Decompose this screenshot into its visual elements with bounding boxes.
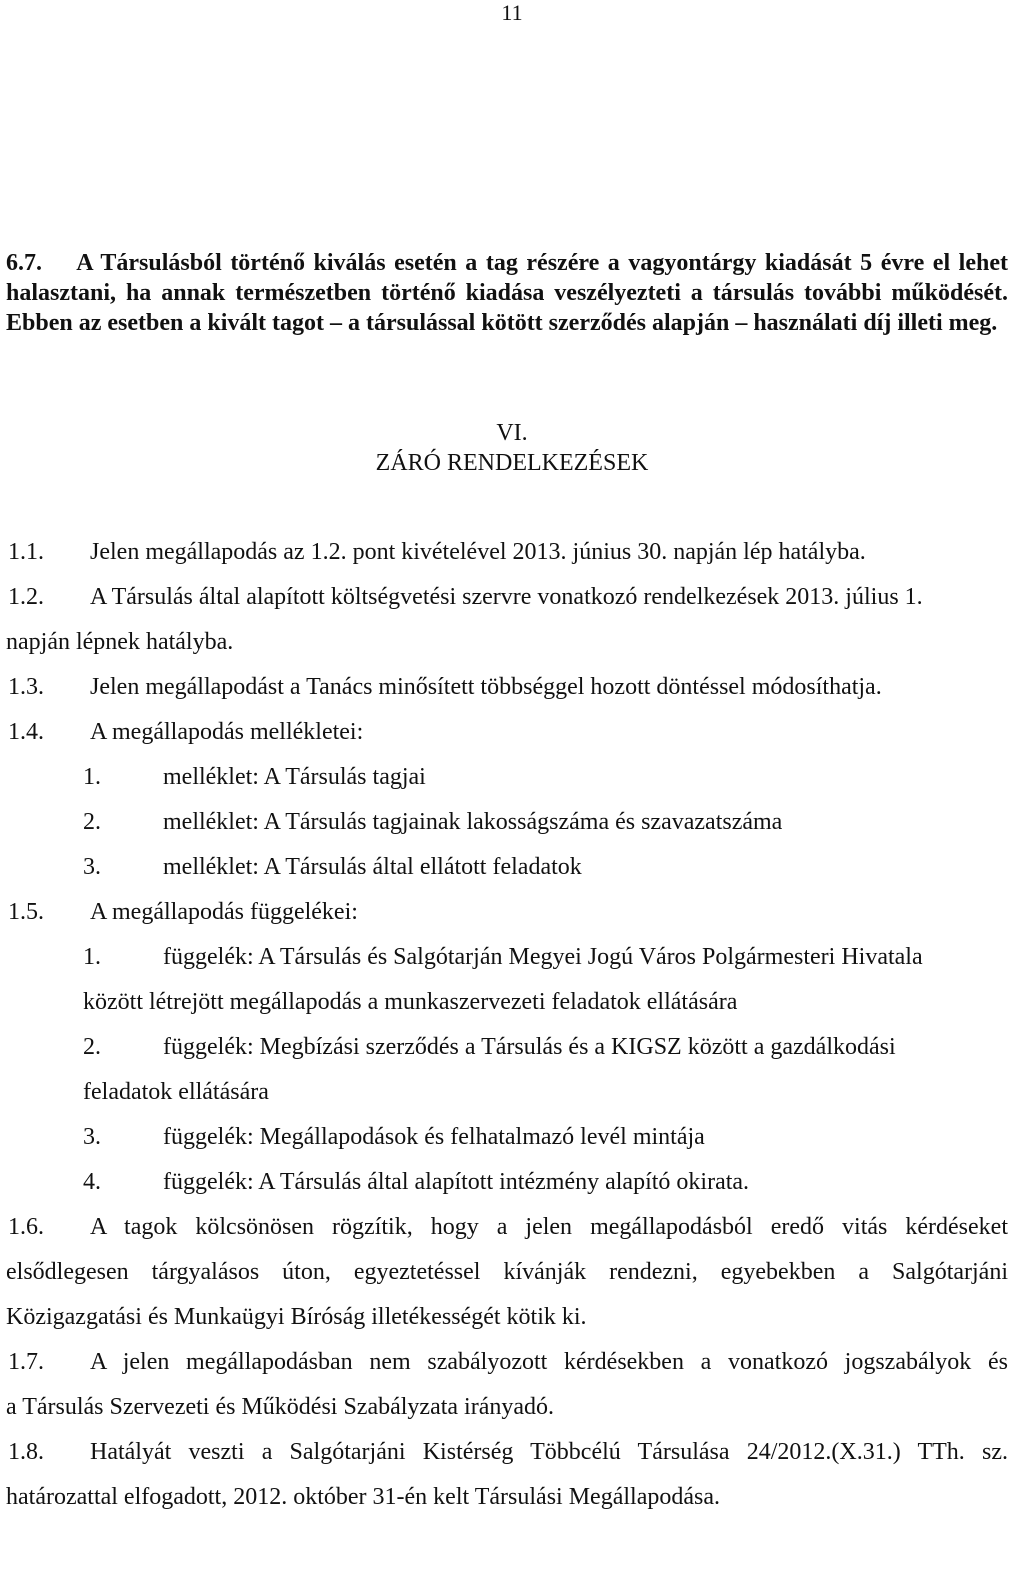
annex-1 [83,762,426,793]
appendix-3 [83,1122,705,1153]
annex-text: melléklet: A Társulás tagjai [163,764,426,790]
item-text-line-1: A tagok kölcsönösen rögzítik, hogy a jelen megállapodásból eredő vitás kérdéseket [90,1214,1008,1240]
annex-number: 2. [83,809,101,835]
section-6-7-paragraph [6,248,1008,338]
item-number: 1.5. [8,899,44,925]
item-1-7 [8,1347,1008,1378]
item-1-6 [8,1212,1008,1243]
annex-text: melléklet: A Társulás által ellátott feladatok [163,854,582,880]
appendix-1-line-2: között létrejött megállapodás a munkaszervezeti feladatok ellátására [83,989,738,1015]
item-number: 1.4. [8,719,44,745]
item-1-5 [8,897,358,928]
appendix-text: függelék: Megállapodások és felhatalmazó levél mintája [163,1124,705,1150]
annex-number: 3. [83,854,101,880]
item-text: Jelen megállapodás az 1.2. pont kivételével 2013. június 30. napján lép hatályba. [90,539,866,565]
chapter-number: VI. [496,420,528,446]
item-1-6-line-3: Közigazgatási és Munkaügyi Bíróság illetékességét kötik ki. [6,1304,587,1330]
appendix-number: 2. [83,1034,101,1060]
item-1-1 [8,537,866,568]
item-1-3 [8,672,882,703]
section-text: A Társulásból történő kiválás esetén a tag részére a vagyontárgy kiadását 5 évre el lehet halasztani, ha annak természetben történő kiadása veszélyezteti a társulás további működését. Ebben az esetben a kivált tagot – a társulással kötött szerződés alapján – használati díj illeti meg. [6,250,1008,336]
appendix-2 [83,1032,896,1063]
item-1-2-line-2: napján lépnek hatályba. [6,629,234,655]
appendix-number: 1. [83,944,101,970]
chapter-title: ZÁRÓ RENDELKEZÉSEK [375,450,649,476]
annex-text: melléklet: A Társulás tagjainak lakosságszáma és szavazatszáma [163,809,783,835]
page-number: 11 [501,0,523,25]
item-number: 1.8. [8,1439,44,1465]
item-text-line-1: Hatályát veszti a Salgótarjáni Kistérség Többcélú Társulása 24/2012.(X.31.) TTh. sz. [90,1439,1008,1465]
annex-number: 1. [83,764,101,790]
item-text-line-1: A Társulás által alapított költségvetési szervre vonatkozó rendelkezések 2013. július 1. [90,584,923,610]
annex-2 [83,807,782,838]
item-text: A megállapodás mellékletei: [90,719,364,745]
appendix-text: függelék: A Társulás által alapított intézmény alapító okirata. [163,1169,750,1195]
appendix-number: 4. [83,1169,101,1195]
item-1-8-line-2: határozattal elfogadott, 2012. október 31-én kelt Társulási Megállapodása. [6,1484,720,1510]
item-number: 1.6. [8,1214,44,1240]
item-text: A megállapodás függelékei: [90,899,358,925]
item-text-line-1: A jelen megállapodásban nem szabályozott kérdésekben a vonatkozó jogszabályok és [90,1349,1008,1375]
item-1-4 [8,717,363,748]
item-number: 1.7. [8,1349,44,1375]
appendix-4 [83,1167,749,1198]
item-1-6-line-2: elsődlegesen tárgyalásos úton, egyeztetéssel kívánják rendezni, egyebekben a Salgótarjáni [6,1259,1008,1285]
item-number: 1.1. [8,539,44,565]
appendix-text-line-1: függelék: Megbízási szerződés a Társulás és a KIGSZ között a gazdálkodási [163,1034,896,1060]
item-number: 1.3. [8,674,44,700]
appendix-1 [83,942,923,973]
item-1-8 [8,1437,1008,1468]
section-number: 6.7. [6,250,42,276]
appendix-text-line-1: függelék: A Társulás és Salgótarján Megyei Jogú Város Polgármesteri Hivatala [163,944,923,970]
item-1-2 [8,582,923,613]
appendix-2-line-2: feladatok ellátására [83,1079,269,1105]
appendix-number: 3. [83,1124,101,1150]
item-1-7-line-2: a Társulás Szervezeti és Működési Szabályzata irányadó. [6,1394,555,1420]
annex-3 [83,852,582,883]
item-number: 1.2. [8,584,44,610]
item-text: Jelen megállapodást a Tanács minősített többséggel hozott döntéssel módosíthatja. [90,674,882,700]
